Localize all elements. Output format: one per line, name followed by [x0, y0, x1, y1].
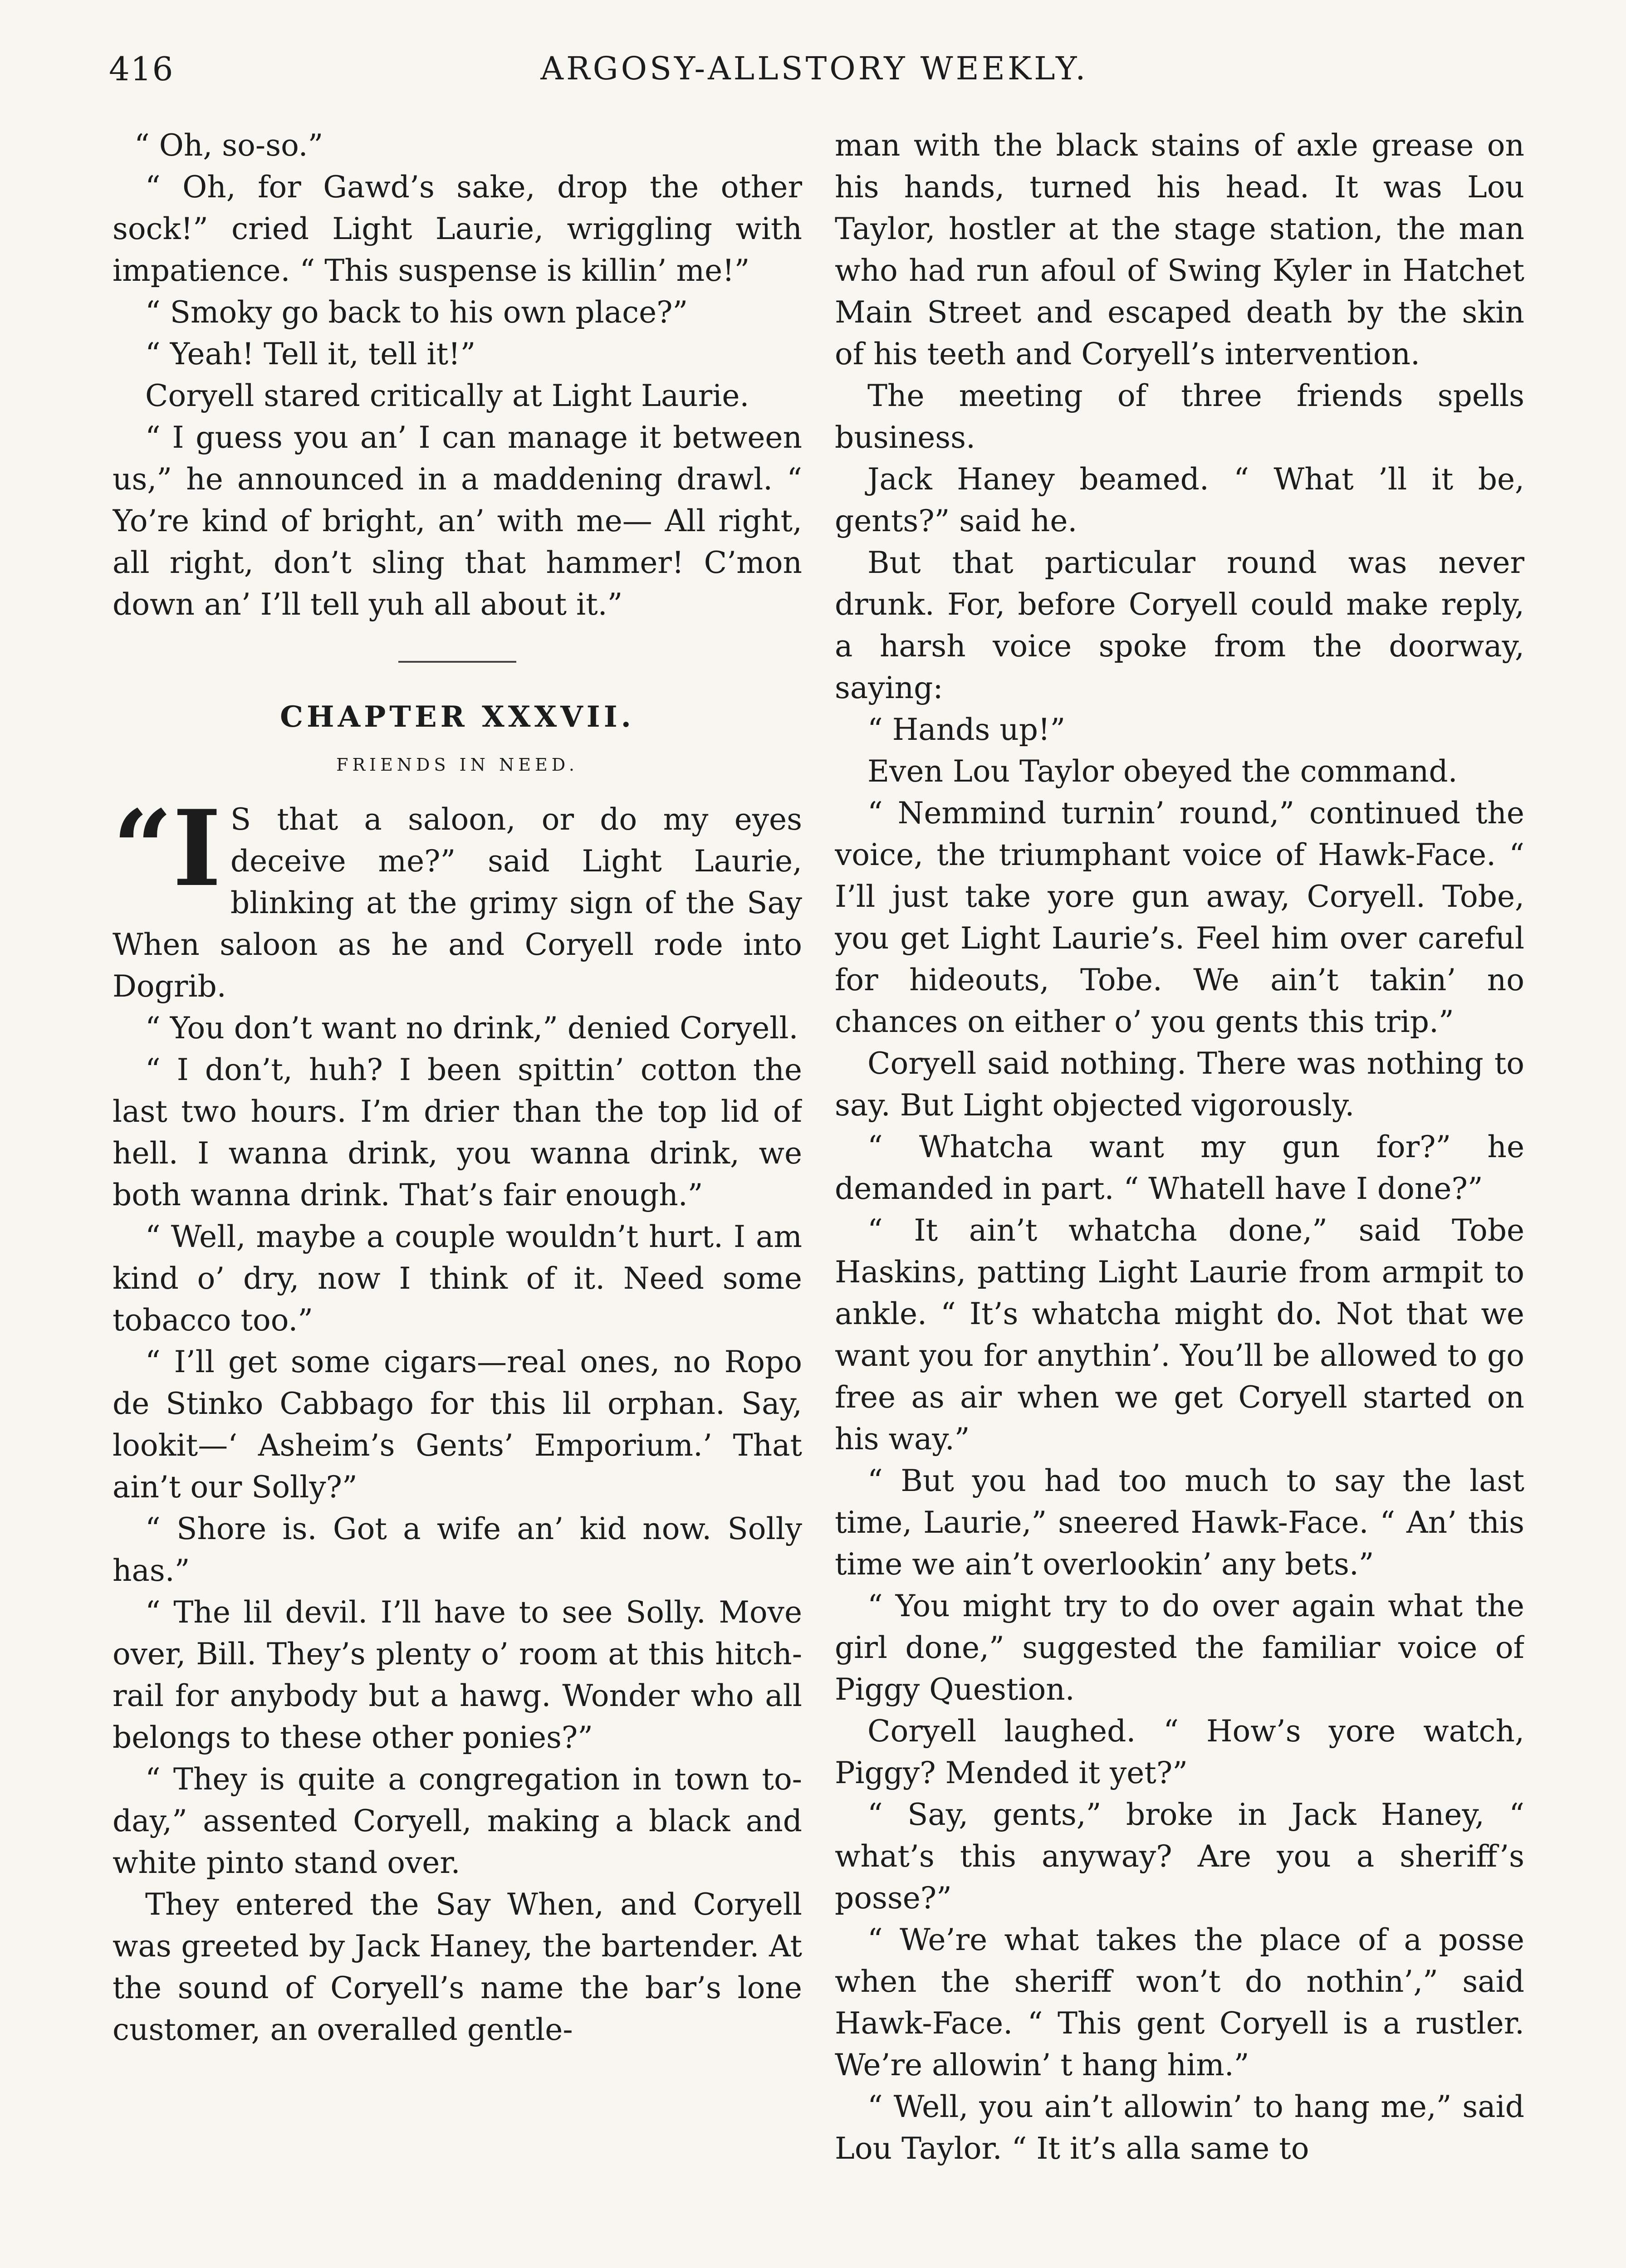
paragraph: “ Whatcha want my gun for?” he demanded in part. “ Whatell have I done?” — [835, 1129, 1524, 1206]
paragraph: “ I’ll get some cigars—real ones, no Ropo de Stinko Cabbago for this lil orphan. Say, lookit—‘ Asheim’s Gents’ Emporium.’ That ain’t our Solly?” — [113, 1344, 802, 1505]
paragraph: “ Nemmind turnin’ round,” continued the voice, the triumphant voice of Hawk-Face. “ I’ll just take yore gun away, Coryell. Tobe, you get Light Laurie’s. Feel him over careful for hideouts, Tobe. We ain’t takin’ no chances on either o’ you gents this trip.” — [835, 796, 1524, 1039]
chapter-title: CHAPTER XXXVII. — [280, 700, 635, 734]
paragraph: “ They is quite a congregation in town to-day,” assented Coryell, making a black and white pinto stand over. — [113, 1762, 802, 1880]
paragraph: “ Hands up!” — [867, 712, 1066, 747]
page-header — [109, 50, 1520, 100]
paragraph: “ Oh, for Gawd’s sake, drop the other sock!” cried Light Laurie, wriggling with impatience. “ This suspense is killin’ me!” — [113, 170, 802, 288]
drop-cap-paragraph-text: S that a saloon, or do my eyes deceive me?” said Light Laurie, blinking at the grimy sign of the Say When saloon as he and Coryell rode into Dogrib. — [113, 802, 802, 1004]
drop-cap: “I — [113, 787, 221, 910]
paragraph: “ Shore is. Got a wife an’ kid now. Solly has.” — [113, 1511, 802, 1588]
paragraph: “ I don’t, huh? I been spittin’ cotton the last two hours. I’m drier than the top lid of hell. I wanna drink, you wanna drink, we both wanna drink. That’s fair enough.” — [113, 1052, 802, 1212]
paragraph: Coryell laughed. “ How’s yore watch, Piggy? Mended it yet?” — [835, 1714, 1524, 1790]
chapter-subtitle: FRIENDS IN NEED. — [336, 755, 578, 775]
running-title: ARGOSY-ALLSTORY WEEKLY. — [540, 50, 1088, 87]
paragraph: “ We’re what takes the place of a posse when the sheriff won’t do nothin’,” said Hawk-Face. “ This gent Coryell is a rustler. We’re allowin’ t hang him.” — [835, 1922, 1524, 2082]
paragraph: “ But you had too much to say the last time, Laurie,” sneered Hawk-Face. “ An’ this time we ain’t overlookin’ any bets.” — [835, 1463, 1524, 1582]
paragraph: “ I guess you an’ I can manage it between us,” he announced in a maddening drawl. “ Yo’re kind of bright, an’ with me— All right, all right, don’t sling that hammer! C’mon down an’ I’ll tell yuh all about it.” — [113, 420, 802, 622]
paragraph: “ Yeah! Tell it, tell it!” — [145, 337, 476, 371]
paragraph: “ It ain’t whatcha done,” said Tobe Haskins, patting Light Laurie from armpit to ankle. “ It’s whatcha might do. Not that we want you for anythin’. You’ll be allowed to go free as air when we get Coryell started on his way.” — [835, 1213, 1524, 1457]
paragraph: Coryell said nothing. There was nothing to say. But Light objected vigorously. — [835, 1046, 1524, 1123]
page-number: 416 — [109, 50, 174, 88]
paragraph: “ You might try to do over again what the girl done,” suggested the familiar voice of Piggy Question. — [835, 1589, 1524, 1707]
right-column — [835, 125, 1524, 2268]
paragraph: “ Oh, so-so.” — [134, 128, 323, 163]
paragraph: They entered the Say When, and Coryell was greeted by Jack Haney, the bartender. At the sound of Coryell’s name the bar’s lone customer, an overalled gentle- — [113, 1887, 802, 2047]
paragraph-continuation: man with the black stains of axle grease on his hands, turned his head. It was Lou Taylor, hostler at the stage station, the man who had run afoul of Swing Kyler in Hatchet Main Street and escaped death by the skin of his teeth and Coryell’s intervention. — [835, 128, 1524, 371]
drop-cap-paragraph — [113, 787, 802, 1007]
paragraph: “ The lil devil. I’ll have to see Solly. Move over, Bill. They’s plenty o’ room at this hitch-rail for anybody but a hawg. Wonder who all belongs to these other ponies?” — [113, 1595, 802, 1755]
paragraph: “ Smoky go back to his own place?” — [145, 295, 688, 330]
paragraph: “ Say, gents,” broke in Jack Haney, “ what’s this anyway? Are you a sheriff’s posse?” — [835, 1797, 1524, 1916]
paragraph: Coryell stared critically at Light Laurie. — [145, 378, 749, 413]
left-column — [113, 125, 802, 2268]
paragraph: The meeting of three friends spells business. — [835, 378, 1524, 455]
section-divider — [398, 661, 516, 663]
paragraph: “ Well, maybe a couple wouldn’t hurt. I am kind o’ dry, now I think of it. Need some tobacco too.” — [113, 1219, 802, 1338]
paragraph: “ Well, you ain’t allowin’ to hang me,” said Lou Taylor. “ It it’s alla same to — [835, 2089, 1524, 2166]
paragraph: “ You don’t want no drink,” denied Coryell. — [145, 1011, 798, 1046]
paragraph: Jack Haney beamed. “ What ’ll it be, gents?” said he. — [835, 462, 1524, 538]
paragraph: But that particular round was never drunk. For, before Coryell could make reply, a harsh voice spoke from the doorway, saying: — [835, 545, 1524, 705]
paragraph: Even Lou Taylor obeyed the command. — [867, 754, 1458, 789]
